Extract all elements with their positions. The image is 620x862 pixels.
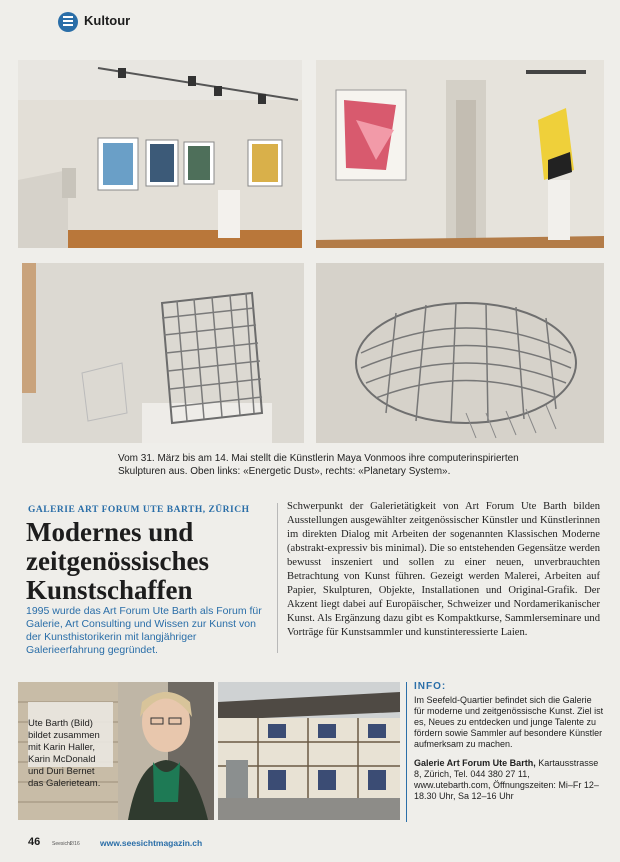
section-title: Kultour [84,13,131,28]
photo-gallery-room [18,60,302,248]
info-title: INFO: [414,681,447,692]
magazine-name: Seesicht [52,841,72,847]
headline-line-1: Modernes und [26,517,194,547]
photo-gallery-sculpture [316,60,604,248]
info-divider [406,682,407,822]
photo-caption: Vom 31. März bis am 14. Mai stellt die Künstlerin Maya Vonmoos ihre computerinspirierten Skulpturen aus. Oben links: «Energetic Dust», rechts: «Planetary System». [118,453,519,477]
headline-line-3: Kunstschaffen [26,575,193,605]
website-link[interactable]: www.seesichtmagazin.ch [100,838,203,848]
column-divider [277,503,278,653]
article-body: Schwerpunkt der Galerietätigkeit von Art Forum Ute Barth bilden Ausstellungen ausgewählter zeitgenössischer Künstler und Künstlerinnen im direkten Dialog mit Arbeiten der sogenannten Klassischen Moderne (abstrakt-expressiv bis minimal). Die so entstehenden Gegensätze werden bewusst inszeniert und sollen zu einer neuen, unverbrauchten Betrachtung von Kunst führen. Gezeigt werden Malerei, Arbeiten auf Papier, Skulpturen, Objekte, Installationen und Original-Grafik. Der Akzent liegt dabei auf Europäischer, Schweizer und Nordamerikanischer Kunst. Als Ergänzung dazu gibt es Kompaktkurse, Sammlerseminare und Vorträge für Kunstsammler und kunstinteressierte Laien. [287,501,601,638]
headline-line-2: zeitgenössisches [26,546,209,576]
issue-number: 2/16 [70,841,80,847]
magazine-logo-icon [58,12,78,32]
info-contact-name: Galerie Art Forum Ute Barth, [414,758,536,768]
article-lead: 1995 wurde das Art Forum Ute Barth als Forum für Galerie, Art Consulting und Wissen zur Kunst von der Kunsthistorikerin mit langjähriger Galerieerfahrung gegründet. [26,605,262,656]
page-number: 46 [28,836,41,848]
photo-sculpture-planetary-system [316,263,604,443]
info-text: Im Seefeld-Quartier befindet sich die Galerie für moderne und zeitgenössische Kunst. Ziel ist es, Neues zu entdecken und junge Talente zu fördern sowie Sammler auf besondere Künstler aufmerksam zu machen. [414,695,604,749]
photo-gallery-building [218,682,400,820]
info-contact [414,758,606,802]
gallery-kicker: GALERIE ART FORUM UTE BARTH, ZÜRICH [28,505,250,515]
info-contact-details: Kartausstrasse 8, Zürich, Tel. 044 380 27 11, www.utebarth.com, Öffnungszeiten: Mi–Fr 12–18.30 Uhr, Sa 12–16 Uhr [414,758,599,801]
photo-sculpture-energetic-dust [22,263,304,443]
portrait-caption: Ute Barth (Bild) bildet zusammen mit Karin Haller, Karin McDonald und Duri Bernet das Galerieteam. [28,718,101,789]
article-headline [26,518,276,605]
